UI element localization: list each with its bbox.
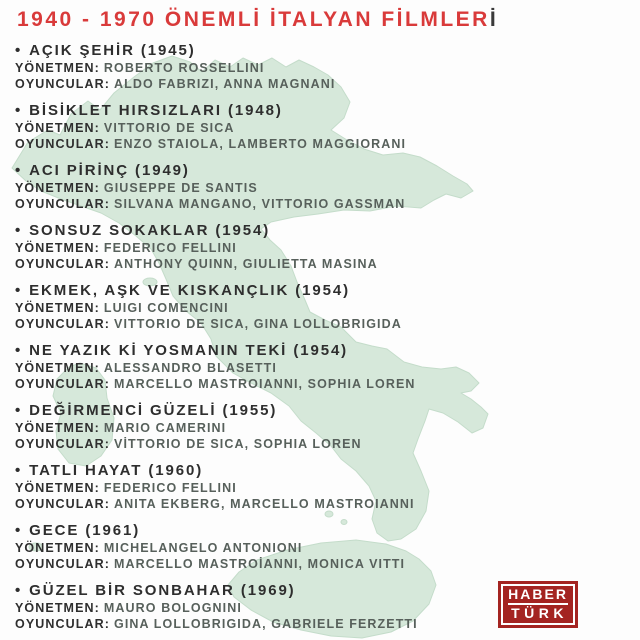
film-title [15, 282, 615, 300]
film-entry [15, 282, 615, 332]
director-line [15, 360, 615, 376]
cast-label: OYUNCULAR: [15, 377, 111, 391]
page-title-main: 1940 - 1970 ÖNEMLİ İTALYAN FİLMLER [17, 8, 490, 31]
director-label: YÖNETMEN: [15, 121, 100, 135]
bullet-icon: • [15, 522, 23, 539]
film-title-text: AÇIK ŞEHİR (1945) [29, 42, 196, 59]
page-title [17, 8, 498, 32]
director-line [15, 120, 615, 136]
film-title-text: SONSUZ SOKAKLAR (1954) [29, 222, 271, 239]
director-line [15, 480, 615, 496]
bullet-icon: • [15, 162, 23, 179]
director-label: YÖNETMEN: [15, 61, 100, 75]
film-title [15, 342, 615, 360]
director-name: MARIO CAMERINI [103, 421, 227, 435]
director-label: YÖNETMEN: [15, 541, 100, 555]
director-line [15, 540, 615, 556]
cast-label: OYUNCULAR: [15, 437, 111, 451]
film-entry [15, 342, 615, 392]
director-label: YÖNETMEN: [15, 601, 100, 615]
bullet-icon: • [15, 282, 23, 299]
cast-label: OYUNCULAR: [15, 257, 111, 271]
cast-line [15, 196, 615, 212]
film-title [15, 402, 615, 420]
haberturk-logo [498, 581, 578, 628]
cast-line [15, 136, 615, 152]
director-line [15, 240, 615, 256]
director-line [15, 60, 615, 76]
cast-line [15, 316, 615, 332]
bullet-icon: • [15, 42, 23, 59]
cast-names: SILVANA MANGANO, VITTORIO GASSMAN [114, 197, 406, 211]
director-name: ALESSANDRO BLASETTI [103, 361, 277, 375]
cast-names: ANITA EKBERG, MARCELLO MASTROIANNI [114, 497, 415, 511]
logo-line2: TÜRK [511, 605, 568, 621]
film-title [15, 462, 615, 480]
logo-line1: HABER [508, 586, 568, 602]
cast-names: ENZO STAIOLA, LAMBERTO MAGGIORANI [114, 137, 407, 151]
film-entry [15, 522, 615, 572]
director-label: YÖNETMEN: [15, 301, 100, 315]
director-name: VITTORIO DE SICA [103, 121, 235, 135]
bullet-icon: • [15, 102, 23, 119]
cast-names: VITTORIO DE SICA, GINA LOLLOBRIGIDA [114, 317, 402, 331]
film-title-text: TATLI HAYAT (1960) [29, 462, 204, 479]
film-title [15, 162, 615, 180]
cast-label: OYUNCULAR: [15, 617, 111, 631]
film-entry [15, 102, 615, 152]
director-label: YÖNETMEN: [15, 361, 100, 375]
bullet-icon: • [15, 462, 23, 479]
cast-line [15, 76, 615, 92]
director-name: MICHELANGELO ANTONIONI [103, 541, 303, 555]
cast-line [15, 556, 615, 572]
director-label: YÖNETMEN: [15, 421, 100, 435]
film-entry [15, 462, 615, 512]
film-entry [15, 402, 615, 452]
film-entry [15, 222, 615, 272]
director-name: FEDERICO FELLINI [103, 481, 237, 495]
director-name: MAURO BOLOGNINI [103, 601, 242, 615]
cast-label: OYUNCULAR: [15, 197, 111, 211]
cast-line [15, 256, 615, 272]
film-title [15, 222, 615, 240]
film-title-text: GECE (1961) [29, 522, 141, 539]
film-title [15, 42, 615, 60]
film-list [15, 42, 615, 640]
cast-names: MARCELLO MASTROİANNI, MONICA VITTI [114, 557, 406, 571]
cast-names: MARCELLO MASTROIANNI, SOPHIA LOREN [114, 377, 416, 391]
film-title-text: NE YAZIK Kİ YOSMANIN TEKİ (1954) [29, 342, 349, 359]
cast-label: OYUNCULAR: [15, 317, 111, 331]
director-name: GIUSEPPE DE SANTIS [103, 181, 258, 195]
cast-line [15, 496, 615, 512]
haberturk-logo-frame [501, 584, 575, 625]
director-line [15, 180, 615, 196]
bullet-icon: • [15, 402, 23, 419]
film-title-text: ACI PİRİNÇ (1949) [29, 162, 190, 179]
film-title [15, 102, 615, 120]
cast-line [15, 436, 615, 452]
bullet-icon: • [15, 222, 23, 239]
director-line [15, 420, 615, 436]
film-entry [15, 42, 615, 92]
cast-names: ALDO FABRIZI, ANNA MAGNANI [114, 77, 336, 91]
director-label: YÖNETMEN: [15, 241, 100, 255]
bullet-icon: • [15, 582, 23, 599]
film-title [15, 522, 615, 540]
director-name: ROBERTO ROSSELLINI [103, 61, 265, 75]
film-title-text: BİSİKLET HIRSIZLARI (1948) [29, 102, 283, 119]
bullet-icon: • [15, 342, 23, 359]
film-title-text: GÜZEL BİR SONBAHAR (1969) [29, 582, 296, 599]
director-line [15, 300, 615, 316]
director-name: FEDERICO FELLINI [103, 241, 237, 255]
cast-names: VİTTORIO DE SICA, SOPHIA LOREN [114, 437, 362, 451]
director-label: YÖNETMEN: [15, 181, 100, 195]
cast-label: OYUNCULAR: [15, 557, 111, 571]
page-title-suffix: İ [489, 8, 499, 31]
director-label: YÖNETMEN: [15, 481, 100, 495]
film-entry [15, 162, 615, 212]
film-title-text: DEĞİRMENCİ GÜZELİ (1955) [29, 402, 278, 419]
cast-label: OYUNCULAR: [15, 77, 111, 91]
cast-label: OYUNCULAR: [15, 497, 111, 511]
cast-label: OYUNCULAR: [15, 137, 111, 151]
cast-names: ANTHONY QUINN, GIULIETTA MASINA [114, 257, 378, 271]
cast-names: GINA LOLLOBRIGIDA, GABRIELE FERZETTI [114, 617, 418, 631]
film-title-text: EKMEK, AŞK VE KISKANÇLIK (1954) [29, 282, 351, 299]
cast-line [15, 376, 615, 392]
director-name: LUIGI COMENCINI [103, 301, 229, 315]
